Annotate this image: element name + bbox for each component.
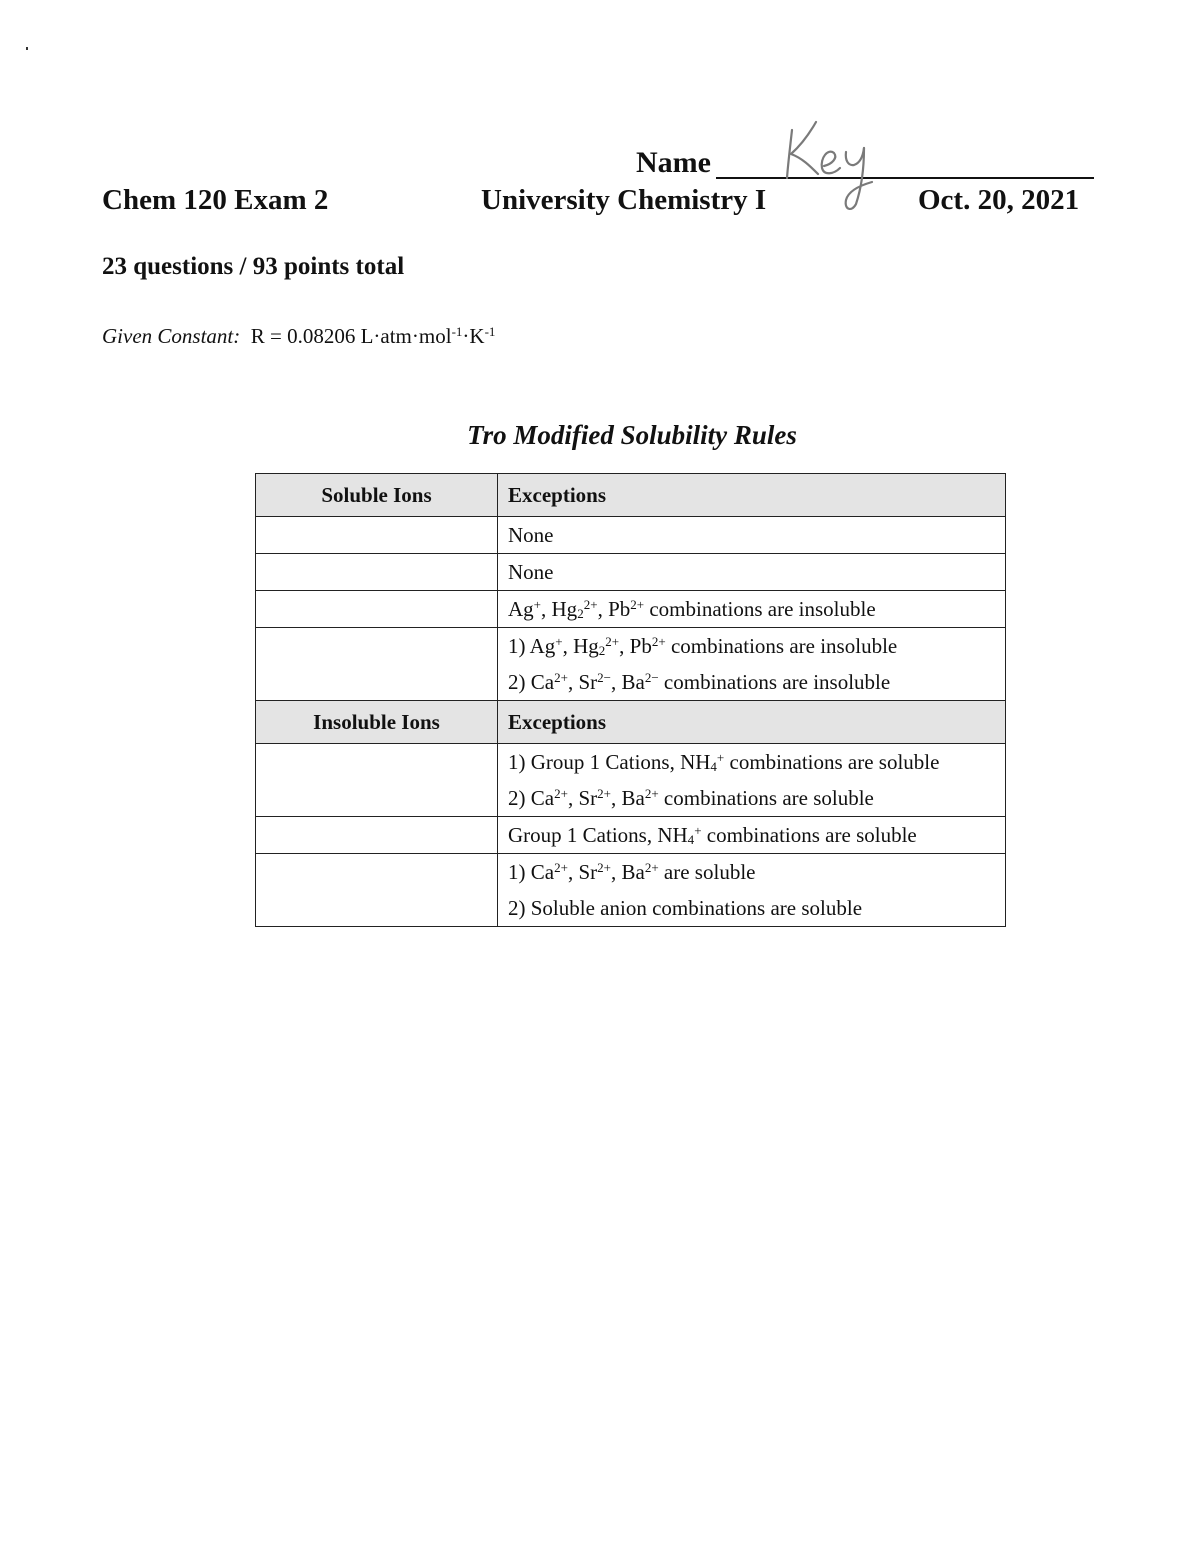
constant-exp: -1 <box>451 323 463 339</box>
table-row <box>256 628 1006 701</box>
ion-charge: 2+ <box>554 785 568 801</box>
exception-line <box>508 591 995 627</box>
constant-unit: ·K <box>462 324 485 348</box>
ion-text: , Ba <box>610 670 645 694</box>
table-header-row <box>256 474 1006 517</box>
ion-text: Group 1 Cations, NH <box>508 823 688 847</box>
exception-line <box>508 628 995 664</box>
exception-text: combinations are insoluble <box>644 597 876 621</box>
solubility-rules-table <box>255 473 1006 927</box>
exception-line <box>508 780 995 816</box>
exceptions-header: Exceptions <box>498 701 1006 744</box>
course-code: Chem 120 Exam 2 <box>102 184 329 216</box>
scan-speck <box>26 47 28 50</box>
exception-cell <box>498 817 1006 854</box>
table-row <box>256 554 1006 591</box>
ion-charge: 2+ <box>605 633 620 649</box>
table-title: Tro Modified Solubility Rules <box>467 420 797 450</box>
handwritten-key <box>778 108 888 228</box>
ion-charge: 2+ <box>597 859 611 875</box>
table-row <box>256 591 1006 628</box>
exception-line <box>508 744 995 780</box>
name-label: Name <box>636 146 711 179</box>
given-constant-label: Given Constant: <box>102 324 241 348</box>
exam-summary: 23 questions / 93 points total <box>102 253 405 280</box>
exception-line <box>508 854 995 890</box>
exception-cell <box>498 854 1006 927</box>
ion-charge: 2− <box>597 669 611 685</box>
ion-charge: + <box>533 596 542 612</box>
exception-line <box>508 664 995 700</box>
ion-subscript: 2 <box>577 605 584 621</box>
given-constant <box>102 324 495 349</box>
ion-text: 2) Ca <box>508 670 555 694</box>
ion-cell <box>256 817 498 854</box>
ion-charge: + <box>716 749 725 765</box>
exception-text: are soluble <box>658 860 756 884</box>
table-row <box>256 817 1006 854</box>
ion-charge: 2+ <box>597 785 611 801</box>
ion-text: 1) Group 1 Cations, NH <box>508 750 711 774</box>
ion-text: Ag <box>508 597 534 621</box>
ion-charge: 2+ <box>644 785 659 801</box>
exception-cell <box>498 628 1006 701</box>
ion-text: , Sr <box>567 786 598 810</box>
exam-date: Oct. 20, 2021 <box>918 184 1080 216</box>
ion-text: , Pb <box>597 597 631 621</box>
ion-charge: 2+ <box>583 596 598 612</box>
table-row <box>256 517 1006 554</box>
ion-text: , Sr <box>567 860 598 884</box>
insoluble-ions-header: Insoluble Ions <box>256 701 498 744</box>
constant-value: R = 0.08206 L·atm·mol <box>250 324 452 348</box>
ion-text: , Hg <box>541 597 578 621</box>
ion-charge: 2+ <box>554 859 568 875</box>
ion-cell <box>256 517 498 554</box>
ion-text: , Hg <box>562 634 599 658</box>
exception-cell <box>498 591 1006 628</box>
ion-text: , Ba <box>610 786 645 810</box>
ion-cell <box>256 554 498 591</box>
ion-charge: 2− <box>644 669 659 685</box>
exceptions-header: Exceptions <box>498 474 1006 517</box>
exception-cell: None <box>498 554 1006 591</box>
table-row <box>256 854 1006 927</box>
exception-text: combinations are insoluble <box>665 634 898 658</box>
ion-text: , Sr <box>567 670 598 694</box>
constant-exp: -1 <box>484 323 496 339</box>
ion-text: , Pb <box>619 634 652 658</box>
ion-charge: 2+ <box>644 859 659 875</box>
ion-cell <box>256 591 498 628</box>
exception-text: combinations are insoluble <box>658 670 891 694</box>
exception-cell <box>498 744 1006 817</box>
ion-charge: 2+ <box>554 669 568 685</box>
ion-charge: + <box>555 633 563 649</box>
course-name: University Chemistry I <box>481 184 767 216</box>
ion-cell <box>256 854 498 927</box>
exception-line <box>508 817 995 853</box>
exception-text: combinations are soluble <box>658 786 874 810</box>
ion-cell <box>256 628 498 701</box>
ion-text: , Ba <box>610 860 645 884</box>
table-row <box>256 744 1006 817</box>
table-header-row <box>256 701 1006 744</box>
exception-text: combinations are soluble <box>701 823 917 847</box>
name-underline <box>716 177 1094 179</box>
ion-charge: 2+ <box>630 596 645 612</box>
soluble-ions-header: Soluble Ions <box>256 474 498 517</box>
ion-subscript: 2 <box>598 642 606 658</box>
ion-cell <box>256 744 498 817</box>
ion-subscript: 4 <box>687 831 695 847</box>
ion-charge: 2+ <box>651 633 666 649</box>
exception-cell: None <box>498 517 1006 554</box>
ion-subscript: 4 <box>710 758 717 774</box>
exception-text: combinations are soluble <box>724 750 940 774</box>
ion-charge: + <box>694 822 702 838</box>
ion-text: 2) Ca <box>508 786 555 810</box>
exception-line: 2) Soluble anion combinations are soluble <box>508 896 863 920</box>
ion-text: 1) Ca <box>508 860 555 884</box>
ion-text: 1) Ag <box>508 634 556 658</box>
